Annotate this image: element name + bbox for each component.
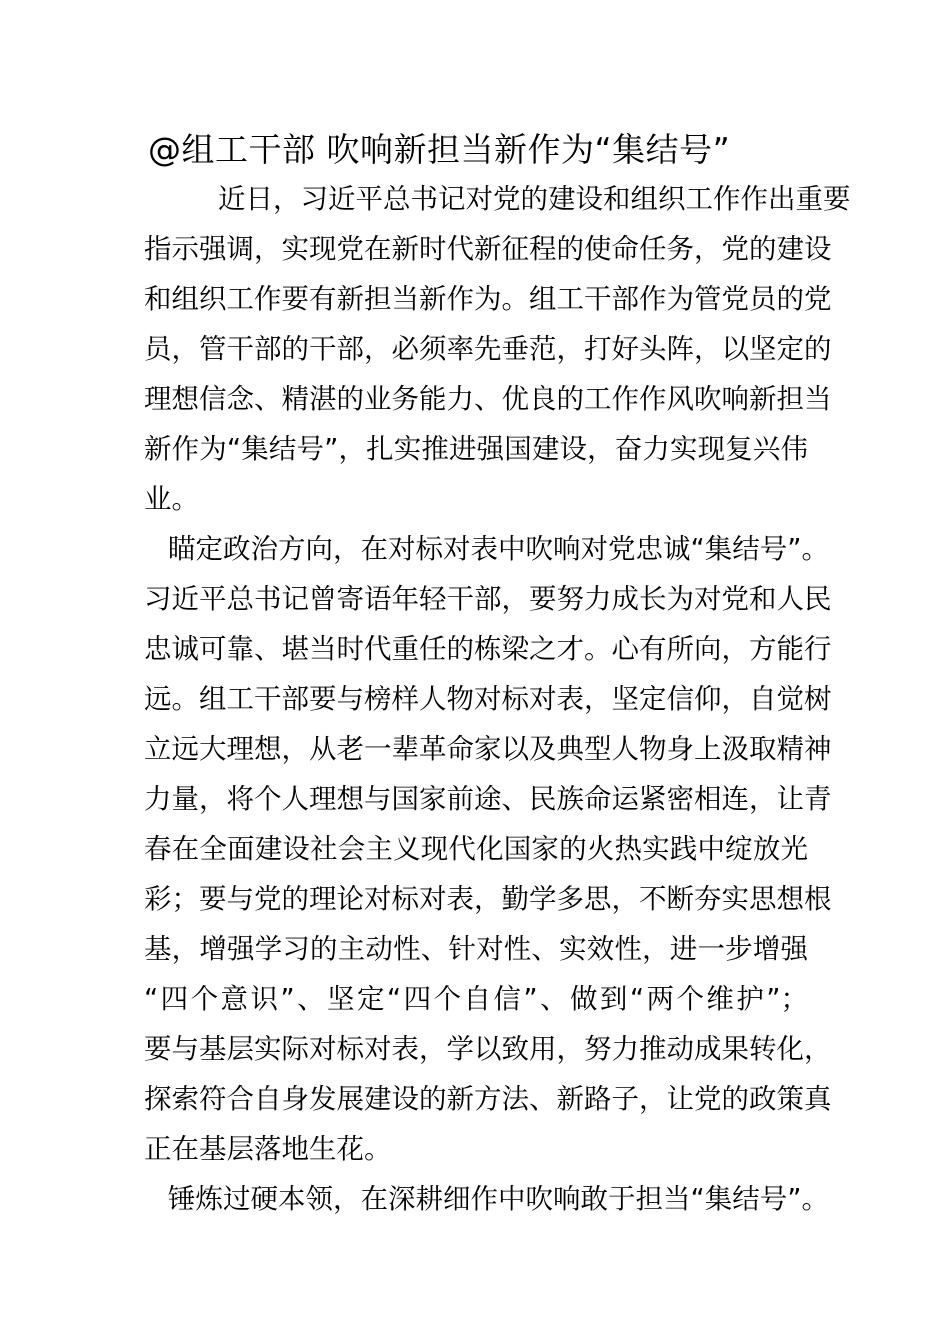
paragraph-2-line-10: “四个意识”、坚定“四个自信”、做到“两个维护”； [144,983,808,1015]
paragraph-2-line-1: 瞄定政治方向，在对标对表中吹响对党忠诚“集结号”。 [168,533,829,565]
paragraph-2-line-4: 远。组工干部要与榜样人物对标对表，坚定信仰，自觉树 [144,683,832,715]
paragraph-1-line-6: 新作为“集结号”，扎实推进强国建设，奋力实现复兴伟 [144,433,808,465]
paragraph-2-line-7: 春在全面建设社会主义现代化国家的火热实践中绽放光 [144,833,808,865]
paragraph-2-line-9: 基，增强学习的主动性、针对性、实效性，进一步增强 [144,933,808,965]
paragraph-2-line-11: 要与基层实际对标对表，学以致用，努力推动成果转化， [144,1033,832,1065]
paragraph-2-line-2: 习近平总书记曾寄语年轻干部，要努力成长为对党和人民 [144,583,832,615]
paragraph-2-line-6: 力量，将个人理想与国家前途、民族命运紧密相连，让青 [144,783,832,815]
paragraph-2-line-5: 立远大理想，从老一辈革命家以及典型人物身上汲取精神 [144,733,832,765]
paragraph-2-line-13: 正在基层落地生花。 [144,1133,392,1165]
paragraph-2-line-8: 彩；要与党的理论对标对表，勤学多思，不断夯实思想根 [144,883,832,915]
paragraph-1-line-4: 员，管干部的干部，必须率先垂范，打好头阵，以坚定的 [144,333,832,365]
paragraph-1-line-5: 理想信念、精湛的业务能力、优良的工作作风吹响新担当 [144,383,832,415]
paragraph-3-line-1: 锤炼过硬本领，在深耕细作中吹响敢于担当“集结号”。 [168,1183,829,1215]
paragraph-2-line-12: 探索符合自身发展建设的新方法、新路子，让党的政策真 [144,1083,832,1115]
paragraph-1-line-3: 和组织工作要有新担当新作为。组工干部作为管党员的党 [144,283,832,315]
paragraph-1-line-7: 业。 [144,483,199,515]
paragraph-1-line-1: 近日，习近平总书记对党的建设和组织工作作出重要 [218,183,851,215]
paragraph-1-line-2: 指示强调，实现党在新时代新征程的使命任务，党的建设 [144,233,832,265]
paragraph-2-line-3: 忠诚可靠、堪当时代重任的栋梁之才。心有所向，方能行 [144,633,832,665]
document-title: @组工干部 吹响新担当新作为“集结号” [148,130,731,169]
